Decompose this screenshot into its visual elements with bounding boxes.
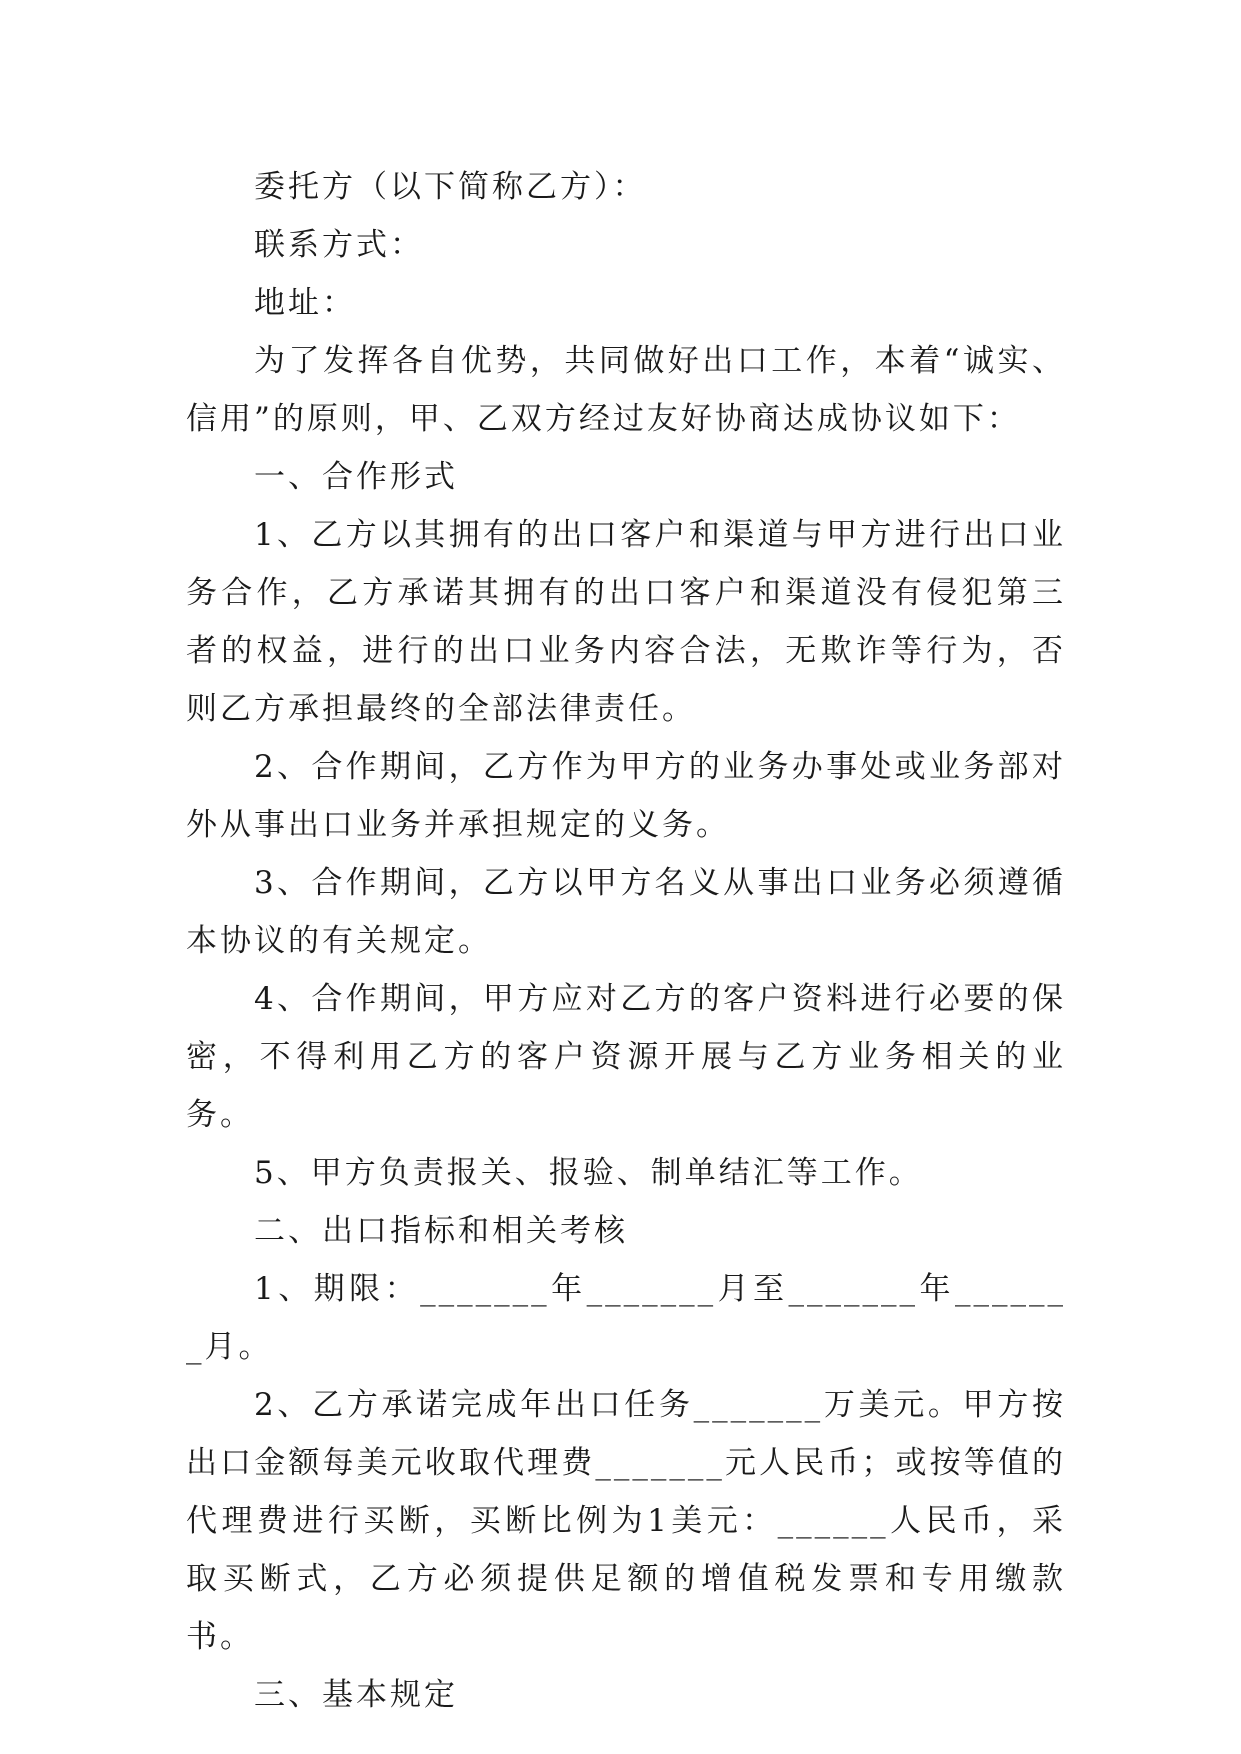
clause-1-5: 5、甲方负责报关、报验、制单结汇等工作。 [254,1155,923,1191]
document-body [186,158,1066,1724]
party-b-line: 委托方（以下简称乙方）： [254,169,647,205]
preamble-paragraph: 为了发挥各自优势，共同做好出口工作，本着“诚实、信用”的原则，甲、乙双方经过友好协商达成协议如下： [186,343,1066,437]
section-heading-2: 二、出口指标和相关考核 [254,1213,628,1249]
section-heading-3: 三、基本规定 [254,1677,458,1713]
clause-2-1: 1、期限：_______年_______月至_______年_______月。 [186,1271,1066,1365]
address-line: 地址： [254,285,356,321]
section-heading-1: 一、合作形式 [254,459,458,495]
clause-1-3: 3、合作期间，乙方以甲方名义从事出口业务必须遵循本协议的有关规定。 [186,865,1066,959]
clause-1-4: 4、合作期间，甲方应对乙方的客户资料进行必要的保密，不得利用乙方的客户资源开展与乙方业务相关的业务。 [186,981,1066,1133]
clause-1-2: 2、合作期间，乙方作为甲方的业务办事处或业务部对外从事出口业务并承担规定的义务。 [186,749,1066,843]
clause-2-2: 2、乙方承诺完成年出口任务_______万美元。甲方按出口金额每美元收取代理费_______元人民币；或按等值的代理费进行买断，买断比例为1美元：______人民币，采取买断式，乙方必须提供足额的增值税发票和专用缴款书。 [186,1387,1066,1655]
clause-1-1: 1、乙方以其拥有的出口客户和渠道与甲方进行出口业务合作，乙方承诺其拥有的出口客户和渠道没有侵犯第三者的权益，进行的出口业务内容合法，无欺诈等行为，否则乙方承担最终的全部法律责任。 [186,517,1066,727]
contact-line: 联系方式： [254,227,424,263]
